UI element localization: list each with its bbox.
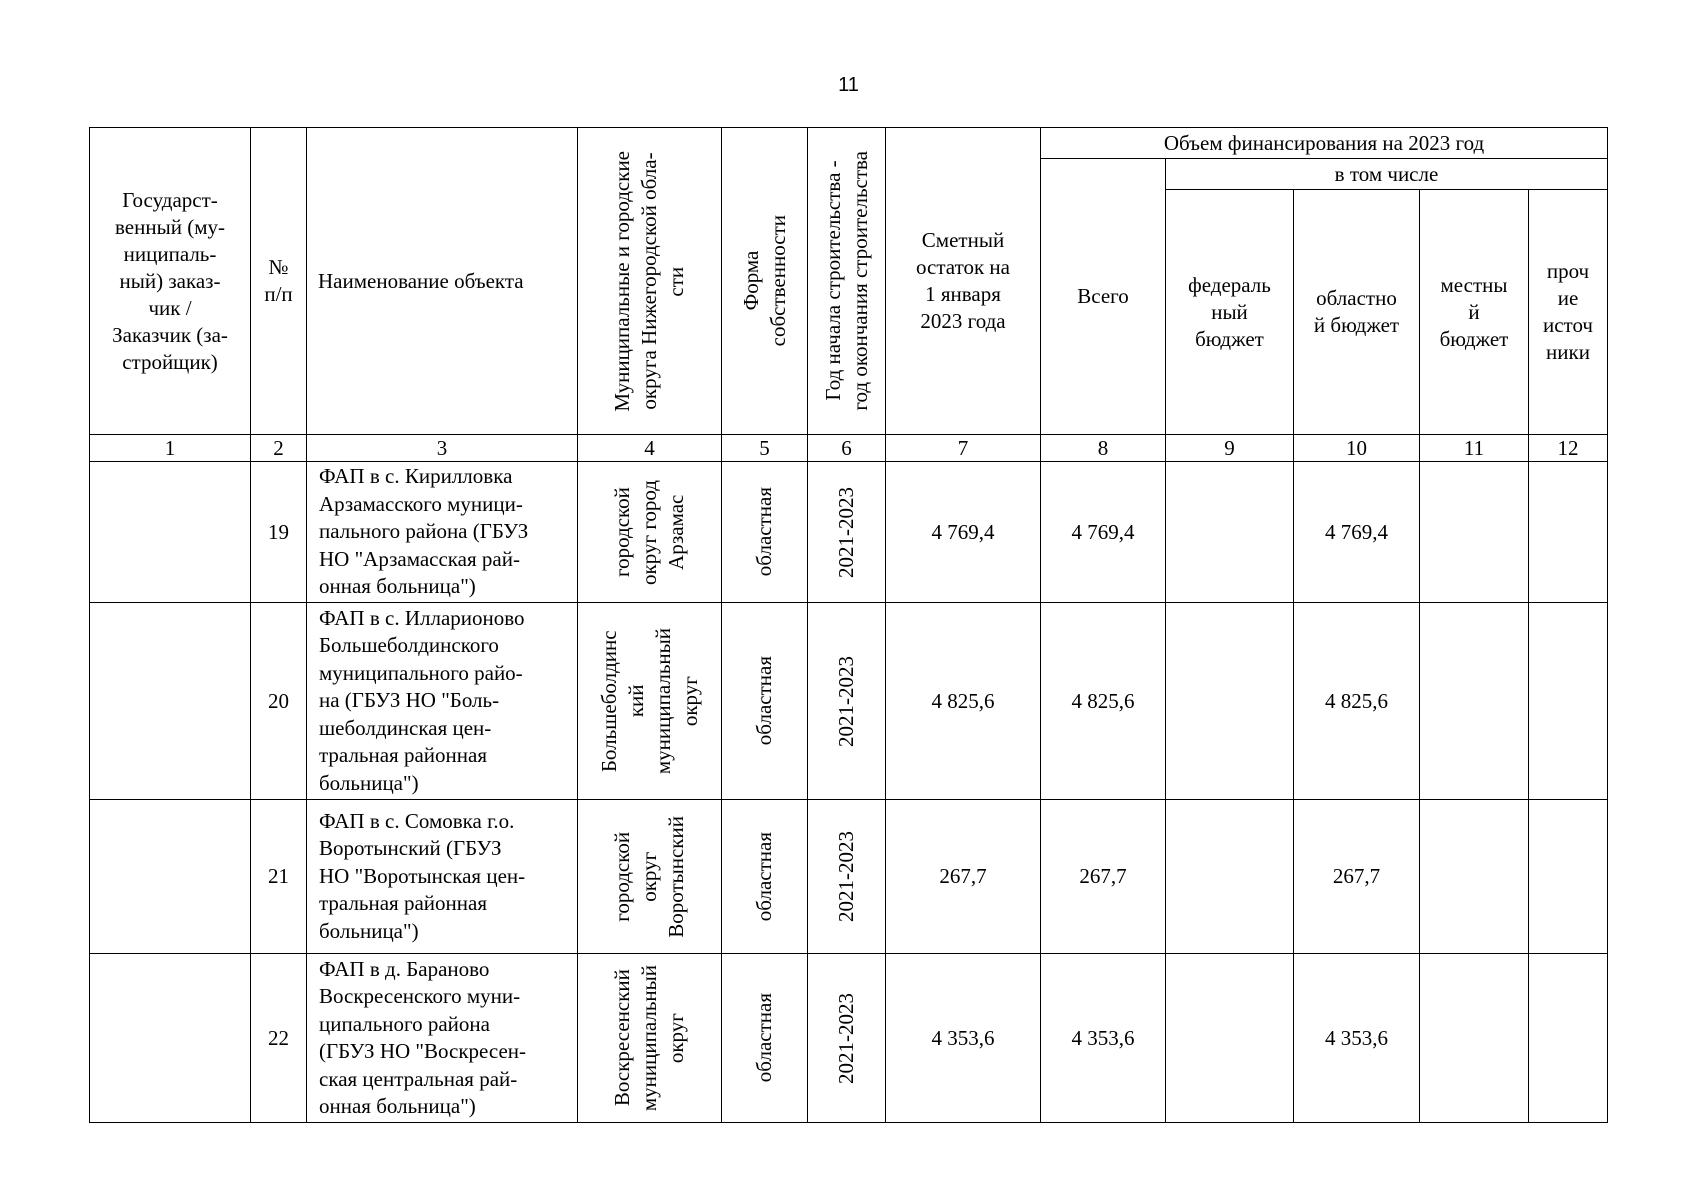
object-name-cell-text: ФАП в с. Кирилловка Арзамасского муници- пального района (ГБУЗ НО "Арзамасская рай- онная больница") bbox=[319, 464, 529, 599]
table-row bbox=[90, 954, 1608, 1123]
column-number: 1 bbox=[90, 435, 251, 462]
ownership-cell-text: областная bbox=[752, 831, 776, 922]
federal-cell bbox=[1166, 800, 1294, 954]
header-funding-text: Объем финансирования на 2023 год bbox=[1163, 130, 1485, 155]
row-number-cell: 19 bbox=[251, 462, 307, 603]
district-cell bbox=[578, 462, 722, 603]
column-number: 5 bbox=[722, 435, 808, 462]
district-cell bbox=[578, 954, 722, 1123]
district-cell-text: городской округ Воротынский bbox=[610, 815, 688, 938]
header-including-text: в том числе bbox=[1334, 161, 1439, 186]
header-ownership-text: Форма собственности bbox=[738, 215, 790, 347]
object-name-cell bbox=[307, 462, 578, 603]
header-years-text: Год начала строительства - год окончания строительства bbox=[820, 151, 872, 411]
ownership-cell bbox=[722, 462, 808, 603]
ownership-cell bbox=[722, 603, 808, 800]
other-cell bbox=[1529, 800, 1608, 954]
ownership-cell-text: областная bbox=[752, 656, 776, 746]
regional-cell: 4 769,4 bbox=[1294, 462, 1420, 603]
header-estimate bbox=[886, 128, 1041, 435]
header-object-name bbox=[307, 128, 578, 435]
row-number-cell: 21 bbox=[251, 800, 307, 954]
customer-cell bbox=[90, 462, 251, 603]
total-cell: 4 353,6 bbox=[1041, 954, 1166, 1123]
table-row bbox=[90, 800, 1608, 954]
customer-cell bbox=[90, 800, 251, 954]
header-district-text: Муниципальные и городские округа Нижегородской обла- сти bbox=[610, 150, 688, 412]
estimate-cell: 4 825,6 bbox=[886, 603, 1041, 800]
local-cell bbox=[1420, 462, 1529, 603]
years-cell bbox=[808, 800, 886, 954]
header-number bbox=[251, 128, 307, 435]
header-federal-text: федераль ный бюджет bbox=[1188, 272, 1271, 351]
column-number: 4 bbox=[578, 435, 722, 462]
ownership-cell-text: областная bbox=[752, 487, 776, 577]
ownership-cell bbox=[722, 800, 808, 954]
local-cell bbox=[1420, 954, 1529, 1123]
other-cell bbox=[1529, 954, 1608, 1123]
investment-table bbox=[89, 127, 1608, 1123]
estimate-cell: 267,7 bbox=[886, 800, 1041, 954]
row-number-cell: 20 bbox=[251, 603, 307, 800]
district-cell bbox=[578, 800, 722, 954]
header-local bbox=[1420, 190, 1529, 435]
column-number: 2 bbox=[251, 435, 307, 462]
years-cell-text: 2021-2023 bbox=[834, 655, 858, 747]
total-cell: 267,7 bbox=[1041, 800, 1166, 954]
object-name-cell bbox=[307, 954, 578, 1123]
customer-cell bbox=[90, 954, 251, 1123]
header-estimate-text: Сметный остаток на 1 января 2023 года bbox=[916, 228, 1010, 333]
column-number: 3 bbox=[307, 435, 578, 462]
district-cell-text: Большеболдинс кий муниципальный округ bbox=[596, 627, 702, 775]
total-cell: 4 825,6 bbox=[1041, 603, 1166, 800]
header-regional bbox=[1294, 190, 1420, 435]
header-other-text: проч ие источ ники bbox=[1543, 259, 1593, 364]
object-name-cell-text: ФАП в д. Бараново Воскресенского муни- ципального района (ГБУЗ НО "Воскресен- ская центральная рай- онная больница") bbox=[319, 956, 526, 1118]
years-cell bbox=[808, 462, 886, 603]
header-district bbox=[578, 128, 722, 435]
estimate-cell: 4 353,6 bbox=[886, 954, 1041, 1123]
column-number-row bbox=[90, 435, 1608, 462]
header-object-name-text: Наименование объекта bbox=[318, 268, 524, 293]
regional-cell: 4 353,6 bbox=[1294, 954, 1420, 1123]
header-local-text: местны й бюджет bbox=[1439, 272, 1509, 351]
header-total bbox=[1041, 159, 1166, 435]
federal-cell bbox=[1166, 954, 1294, 1123]
header-federal bbox=[1166, 190, 1294, 435]
header-including bbox=[1166, 159, 1608, 190]
customer-cell bbox=[90, 603, 251, 800]
column-number: 7 bbox=[886, 435, 1041, 462]
federal-cell bbox=[1166, 462, 1294, 603]
header-ownership bbox=[722, 128, 808, 435]
other-cell bbox=[1529, 462, 1608, 603]
total-cell: 4 769,4 bbox=[1041, 462, 1166, 603]
federal-cell bbox=[1166, 603, 1294, 800]
regional-cell: 4 825,6 bbox=[1294, 603, 1420, 800]
column-number: 10 bbox=[1294, 435, 1420, 462]
years-cell bbox=[808, 603, 886, 800]
local-cell bbox=[1420, 603, 1529, 800]
district-cell-text: городской округ город Арзамас bbox=[610, 479, 688, 585]
header-customer-text: Государст- венный (му- ниципаль- ный) заказ- чик / Заказчик (за- стройщик) bbox=[112, 187, 228, 374]
other-cell bbox=[1529, 603, 1608, 800]
years-cell-text: 2021-2023 bbox=[834, 486, 858, 578]
header-years bbox=[808, 128, 886, 435]
header-total-text: Всего bbox=[1077, 284, 1129, 308]
object-name-cell-text: ФАП в с. Сомовка г.о. Воротынский (ГБУЗ НО "Воротынская цен- тральная районная больница") bbox=[319, 808, 526, 943]
column-number: 6 bbox=[808, 435, 886, 462]
local-cell bbox=[1420, 800, 1529, 954]
header-regional-text: областно й бюджет bbox=[1313, 286, 1400, 337]
page-number: 11 bbox=[838, 74, 859, 96]
years-cell-text: 2021-2023 bbox=[834, 831, 858, 922]
regional-cell: 267,7 bbox=[1294, 800, 1420, 954]
ownership-cell-text: областная bbox=[752, 993, 776, 1083]
header-customer bbox=[90, 128, 251, 435]
table-row bbox=[90, 462, 1608, 603]
estimate-cell: 4 769,4 bbox=[886, 462, 1041, 603]
years-cell bbox=[808, 954, 886, 1123]
object-name-cell bbox=[307, 800, 578, 954]
district-cell-text: Воскресенский муниципальный округ bbox=[610, 964, 688, 1112]
header-other bbox=[1529, 190, 1608, 435]
object-name-cell bbox=[307, 603, 578, 800]
ownership-cell bbox=[722, 954, 808, 1123]
table-row bbox=[90, 603, 1608, 800]
column-number: 9 bbox=[1166, 435, 1294, 462]
column-number: 12 bbox=[1529, 435, 1608, 462]
district-cell bbox=[578, 603, 722, 800]
row-number-cell: 22 bbox=[251, 954, 307, 1123]
header-funding bbox=[1041, 128, 1608, 159]
object-name-cell-text: ФАП в с. Илларионово Большеболдинского муниципального райо- на (ГБУЗ НО "Боль- шеболдинская цен- тральная районная больница") bbox=[319, 605, 525, 795]
years-cell-text: 2021-2023 bbox=[834, 992, 858, 1084]
column-number: 11 bbox=[1420, 435, 1529, 462]
column-number: 8 bbox=[1041, 435, 1166, 462]
header-number-text: № п/п bbox=[264, 255, 293, 306]
